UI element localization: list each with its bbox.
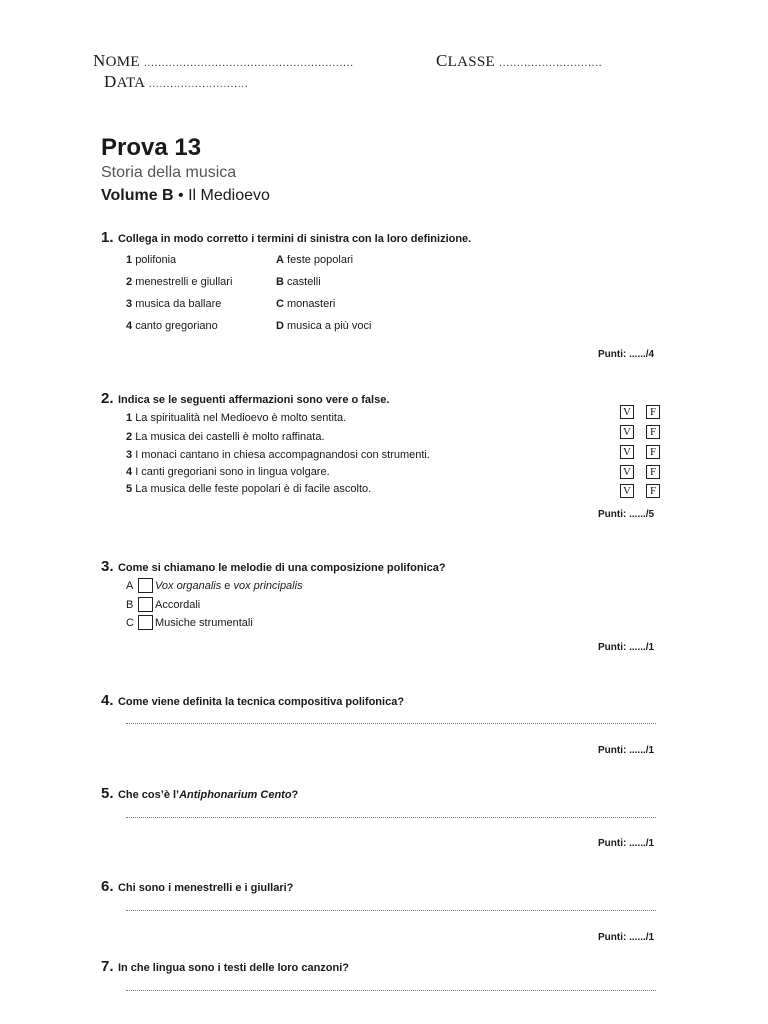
classe-label-rest: LASSE	[447, 54, 495, 70]
question-text: Che cos’è l’Antiphonarium Cento?	[117, 789, 299, 801]
question-text: Collega in modo corretto i termini di sinistra con la loro definizione.	[117, 233, 472, 245]
data-label-initial: D	[104, 72, 117, 91]
q3-option-c-checkbox[interactable]	[138, 615, 153, 630]
false-checkbox[interactable]: F	[646, 425, 660, 439]
data-blank[interactable]: ............................	[148, 78, 249, 90]
volume-subject: Il Medioevo	[188, 187, 270, 204]
q5-score[interactable]: Punti: ....../1	[598, 838, 655, 849]
q4-answer-line[interactable]	[126, 723, 656, 724]
question-6-heading	[101, 878, 293, 896]
question-number: 6.	[101, 878, 114, 895]
question-text: Indica se le seguenti affermazioni sono vere o false.	[117, 394, 390, 406]
q3-option-b-key: B	[126, 599, 134, 611]
question-number: 7.	[101, 958, 114, 975]
false-checkbox[interactable]: F	[646, 465, 660, 479]
question-4-heading	[101, 692, 404, 710]
q7-answer-line[interactable]	[126, 990, 656, 991]
q3-option-b-label: Accordali	[155, 599, 201, 611]
q3-option-a-checkbox[interactable]	[138, 578, 153, 593]
question-text: Come viene definita la tecnica compositiva polifonica?	[117, 696, 405, 708]
question-text: Chi sono i menestrelli e i giullari?	[117, 882, 294, 894]
question-5-heading	[101, 785, 298, 803]
true-checkbox[interactable]: V	[620, 484, 634, 498]
question-number: 3.	[101, 558, 114, 575]
q3-option-a-label: Vox organalis e vox principalis	[155, 580, 303, 592]
q1-score[interactable]: Punti: ....../4	[598, 349, 655, 360]
q6-score[interactable]: Punti: ....../1	[598, 932, 655, 943]
question-number: 4.	[101, 692, 114, 709]
q3-option-b-checkbox[interactable]	[138, 597, 153, 612]
question-number: 5.	[101, 785, 114, 802]
classe-field	[436, 51, 602, 71]
q1-right-item: C monasteri	[276, 298, 336, 310]
classe-blank[interactable]: .............................	[499, 57, 603, 69]
nome-blank[interactable]: ...........................................................	[143, 57, 354, 69]
q1-right-item: D musica a più voci	[276, 320, 372, 332]
q1-left-item: 4 canto gregoriano	[126, 320, 218, 332]
question-3-heading	[101, 558, 446, 576]
question-number: 1.	[101, 229, 114, 246]
q2-statement: 1 La spiritualità nel Medioevo è molto sentita.	[126, 412, 347, 424]
true-checkbox[interactable]: V	[620, 425, 634, 439]
q2-statement: 2 La musica dei castelli è molto raffinata.	[126, 431, 325, 443]
q5-answer-line[interactable]	[126, 817, 656, 818]
false-checkbox[interactable]: F	[646, 445, 660, 459]
q1-right-item: B castelli	[276, 276, 321, 288]
q1-right-item: A feste popolari	[276, 254, 354, 266]
question-7-heading	[101, 958, 349, 976]
nome-field	[93, 51, 354, 71]
false-checkbox[interactable]: F	[646, 484, 660, 498]
q2-statement: 4 I canti gregoriani sono in lingua volgare.	[126, 466, 330, 478]
volume-line	[101, 187, 270, 205]
q1-left-item: 3 musica da ballare	[126, 298, 222, 310]
volume-separator: •	[173, 187, 189, 204]
q4-score[interactable]: Punti: ....../1	[598, 745, 655, 756]
question-1-heading	[101, 229, 471, 247]
nome-label-initial: N	[93, 51, 106, 70]
page-subtitle: Storia della musica	[101, 164, 237, 181]
q2-score[interactable]: Punti: ....../5	[598, 509, 655, 520]
data-field	[104, 72, 248, 92]
q3-option-a-key: A	[126, 580, 134, 592]
question-2-heading	[101, 390, 389, 408]
question-text: Come si chiamano le melodie di una composizione polifonica?	[117, 562, 446, 574]
q2-statement: 5 La musica delle feste popolari è di facile ascolto.	[126, 483, 372, 495]
q3-score[interactable]: Punti: ....../1	[598, 642, 655, 653]
q2-statement: 3 I monaci cantano in chiesa accompagnandosi con strumenti.	[126, 449, 430, 461]
question-number: 2.	[101, 390, 114, 407]
question-text: In che lingua sono i testi delle loro canzoni?	[117, 962, 349, 974]
data-label-rest: ATA	[116, 75, 145, 91]
classe-label-initial: C	[436, 51, 448, 70]
volume-label: Volume B	[101, 187, 174, 204]
q3-option-c-key: C	[126, 617, 134, 629]
q6-answer-line[interactable]	[126, 910, 656, 911]
page-title: Prova 13	[101, 134, 202, 161]
q3-option-c-label: Musiche strumentali	[155, 617, 253, 629]
q1-left-item: 1 polifonia	[126, 254, 177, 266]
true-checkbox[interactable]: V	[620, 465, 634, 479]
false-checkbox[interactable]: F	[646, 405, 660, 419]
true-checkbox[interactable]: V	[620, 405, 634, 419]
nome-label-rest: OME	[105, 54, 140, 70]
q1-left-item: 2 menestrelli e giullari	[126, 276, 233, 288]
true-checkbox[interactable]: V	[620, 445, 634, 459]
